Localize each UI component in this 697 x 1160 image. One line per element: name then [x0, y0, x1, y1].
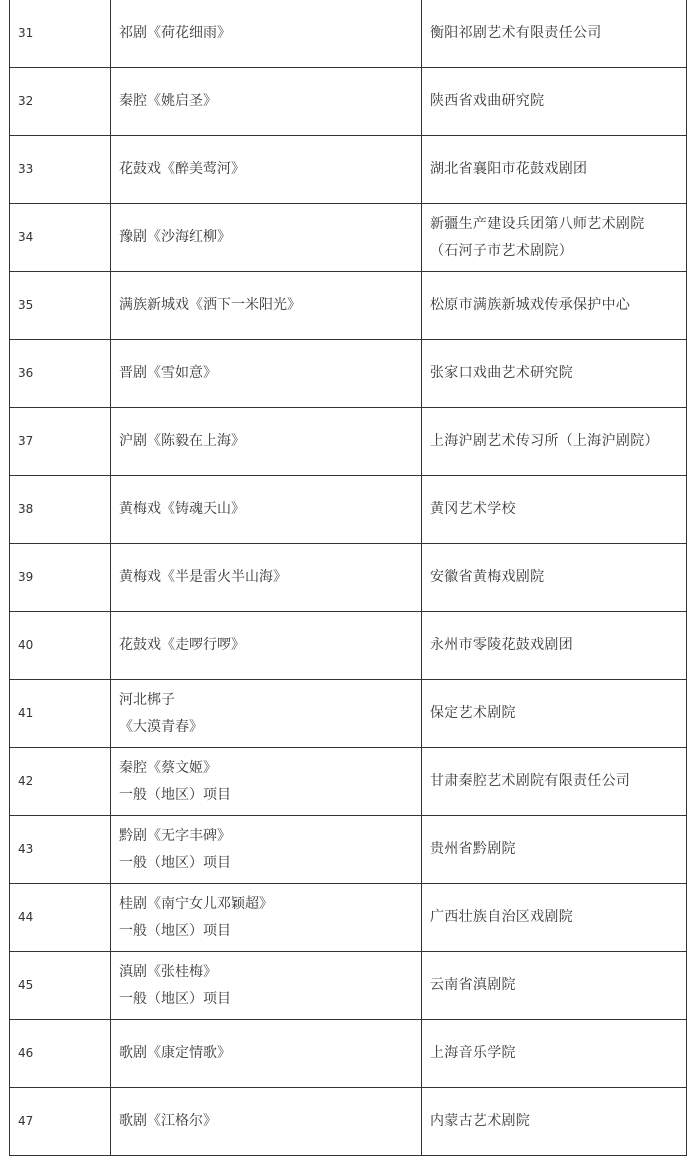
project-title-cell [111, 204, 422, 272]
organization-cell [422, 476, 687, 544]
project-title-line: 桂剧《南宁女儿邓颖超》 [119, 895, 273, 912]
organization-line: 云南省滇剧院 [430, 977, 516, 993]
organization-line: 衡阳祁剧艺术有限责任公司 [430, 25, 602, 41]
table-row [10, 1088, 687, 1156]
row-number: 44 [10, 884, 111, 952]
organization-cell [422, 816, 687, 884]
organization-line: 张家口戏曲艺术研究院 [430, 365, 573, 381]
organization-cell [422, 68, 687, 136]
table-body [10, 0, 687, 1156]
organization-line: 安徽省黄梅戏剧院 [430, 569, 545, 585]
project-title-line: 晋剧《雪如意》 [119, 365, 217, 381]
table-row [10, 612, 687, 680]
table-row [10, 680, 687, 748]
row-number: 41 [10, 680, 111, 748]
project-title-cell [111, 476, 422, 544]
organization-line: 永州市零陵花鼓戏剧团 [430, 637, 573, 653]
project-title-line: 沪剧《陈毅在上海》 [119, 433, 245, 449]
row-number: 42 [10, 748, 111, 816]
organization-cell [422, 272, 687, 340]
organization-line: 甘肃秦腔艺术剧院有限责任公司 [430, 773, 631, 789]
project-title-cell [111, 816, 422, 884]
organization-cell [422, 1088, 687, 1156]
project-title-cell [111, 340, 422, 408]
row-number: 47 [10, 1088, 111, 1156]
row-number: 34 [10, 204, 111, 272]
organization-cell [422, 408, 687, 476]
organization-cell [422, 884, 687, 952]
project-title-cell [111, 748, 422, 816]
organization-cell [422, 1020, 687, 1088]
project-title-line: 黔剧《无字丰碑》 [119, 827, 231, 844]
row-number: 32 [10, 68, 111, 136]
row-number: 37 [10, 408, 111, 476]
project-title-line: 秦腔《姚启圣》 [119, 93, 217, 109]
project-title-cell [111, 408, 422, 476]
row-number: 40 [10, 612, 111, 680]
organization-line: 新疆生产建设兵团第八师艺术剧院 [430, 215, 645, 232]
organization-cell [422, 340, 687, 408]
project-title-cell [111, 544, 422, 612]
table-row [10, 1020, 687, 1088]
project-title-cell [111, 612, 422, 680]
project-title-cell [111, 68, 422, 136]
organization-cell [422, 748, 687, 816]
row-number: 33 [10, 136, 111, 204]
project-title-cell [111, 952, 422, 1020]
organization-line: 保定艺术剧院 [430, 705, 516, 721]
project-table [9, 0, 687, 1156]
organization-line: 松原市满族新城戏传承保护中心 [430, 297, 631, 313]
table-row [10, 340, 687, 408]
project-title-cell [111, 0, 422, 68]
project-title-line: 歌剧《江格尔》 [119, 1113, 217, 1129]
organization-cell [422, 680, 687, 748]
organization-line: 黄冈艺术学校 [430, 501, 516, 517]
organization-line: 内蒙古艺术剧院 [430, 1113, 531, 1129]
project-title-line: 一般（地区）项目 [119, 854, 231, 871]
row-number: 43 [10, 816, 111, 884]
table-row [10, 952, 687, 1020]
organization-line: 陕西省戏曲研究院 [430, 93, 545, 109]
row-number: 35 [10, 272, 111, 340]
table-row [10, 0, 687, 68]
table-row [10, 476, 687, 544]
project-title-cell [111, 272, 422, 340]
organization-line: 上海音乐学院 [430, 1045, 516, 1061]
project-title-line: 黄梅戏《铸魂天山》 [119, 501, 245, 517]
row-number: 36 [10, 340, 111, 408]
project-title-cell [111, 680, 422, 748]
project-title-line: 一般（地区）项目 [119, 922, 231, 939]
organization-line: （石河子市艺术剧院） [430, 242, 573, 259]
project-title-line: 豫剧《沙海红柳》 [119, 229, 231, 245]
organization-cell [422, 544, 687, 612]
row-number: 38 [10, 476, 111, 544]
organization-cell [422, 952, 687, 1020]
project-title-cell [111, 136, 422, 204]
table-row [10, 272, 687, 340]
project-title-line: 滇剧《张桂梅》 [119, 963, 217, 980]
project-title-line: 《大漠青春》 [119, 718, 203, 735]
table-row [10, 408, 687, 476]
project-title-line: 河北梆子 [119, 691, 175, 708]
organization-cell [422, 612, 687, 680]
project-title-line: 黄梅戏《半是雷火半山海》 [119, 569, 287, 585]
project-title-cell [111, 1020, 422, 1088]
organization-cell [422, 0, 687, 68]
project-title-line: 歌剧《康定情歌》 [119, 1045, 231, 1061]
table-row [10, 748, 687, 816]
table-row [10, 816, 687, 884]
row-number: 31 [10, 0, 111, 68]
organization-line: 上海沪剧艺术传习所（上海沪剧院） [430, 433, 659, 449]
table-row [10, 68, 687, 136]
project-title-line: 一般（地区）项目 [119, 786, 231, 803]
row-number: 39 [10, 544, 111, 612]
project-title-line: 秦腔《蔡文姬》 [119, 759, 217, 776]
table-row [10, 884, 687, 952]
project-title-line: 祁剧《荷花细雨》 [119, 25, 231, 41]
organization-line: 广西壮族自治区戏剧院 [430, 909, 573, 925]
row-number: 45 [10, 952, 111, 1020]
organization-cell [422, 204, 687, 272]
organization-cell [422, 136, 687, 204]
table-row [10, 204, 687, 272]
table-row [10, 136, 687, 204]
row-number: 46 [10, 1020, 111, 1088]
project-title-cell [111, 1088, 422, 1156]
project-title-cell [111, 884, 422, 952]
project-title-line: 花鼓戏《醉美莺河》 [119, 161, 245, 177]
organization-line: 湖北省襄阳市花鼓戏剧团 [430, 161, 588, 177]
project-title-line: 满族新城戏《洒下一米阳光》 [119, 297, 301, 313]
project-title-line: 一般（地区）项目 [119, 990, 231, 1007]
organization-line: 贵州省黔剧院 [430, 841, 516, 857]
table-row [10, 544, 687, 612]
project-title-line: 花鼓戏《走啰行啰》 [119, 637, 245, 653]
